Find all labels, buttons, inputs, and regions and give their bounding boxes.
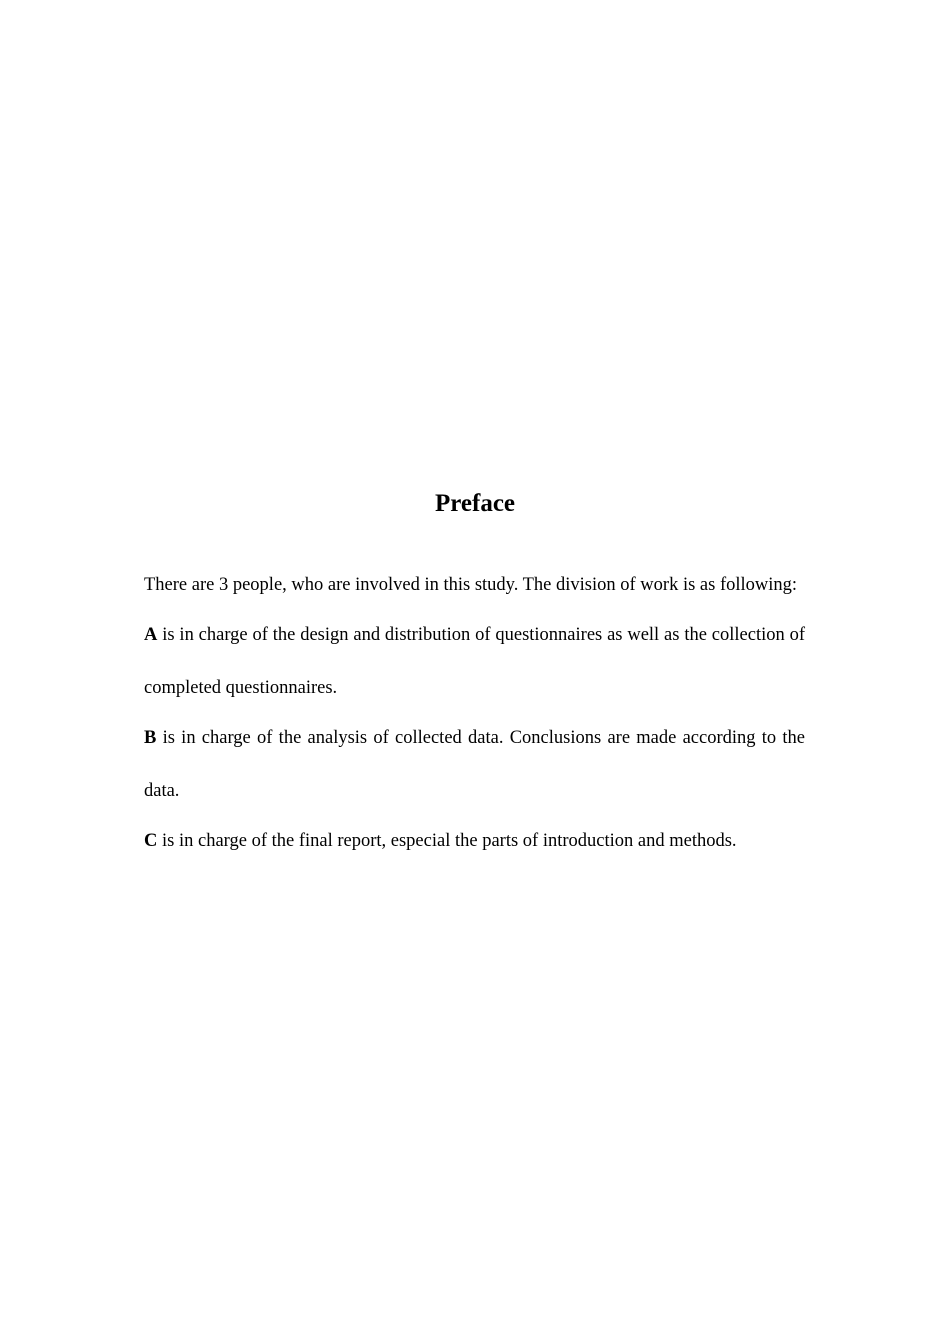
role-text-c: is in charge of the final report, especial the parts of introduction and methods.	[157, 830, 737, 851]
preface-body	[144, 559, 805, 864]
role-text-b: is in charge of the analysis of collected data. Conclusions are made according to the data.	[144, 727, 805, 801]
role-person-a: A	[144, 624, 158, 645]
intro-paragraph: There are 3 people, who are involved in this study. The division of work is as following:	[144, 575, 798, 595]
role-person-c: C	[144, 830, 158, 851]
role-paragraph-b	[144, 712, 805, 819]
role-paragraph-c	[144, 815, 805, 869]
role-paragraph-a	[144, 609, 805, 716]
page-title: Preface	[434, 490, 516, 517]
role-person-b: B	[144, 727, 157, 748]
role-text-a: is in charge of the design and distribution of questionnaires as well as the collection of completed questionnaires.	[144, 624, 805, 698]
